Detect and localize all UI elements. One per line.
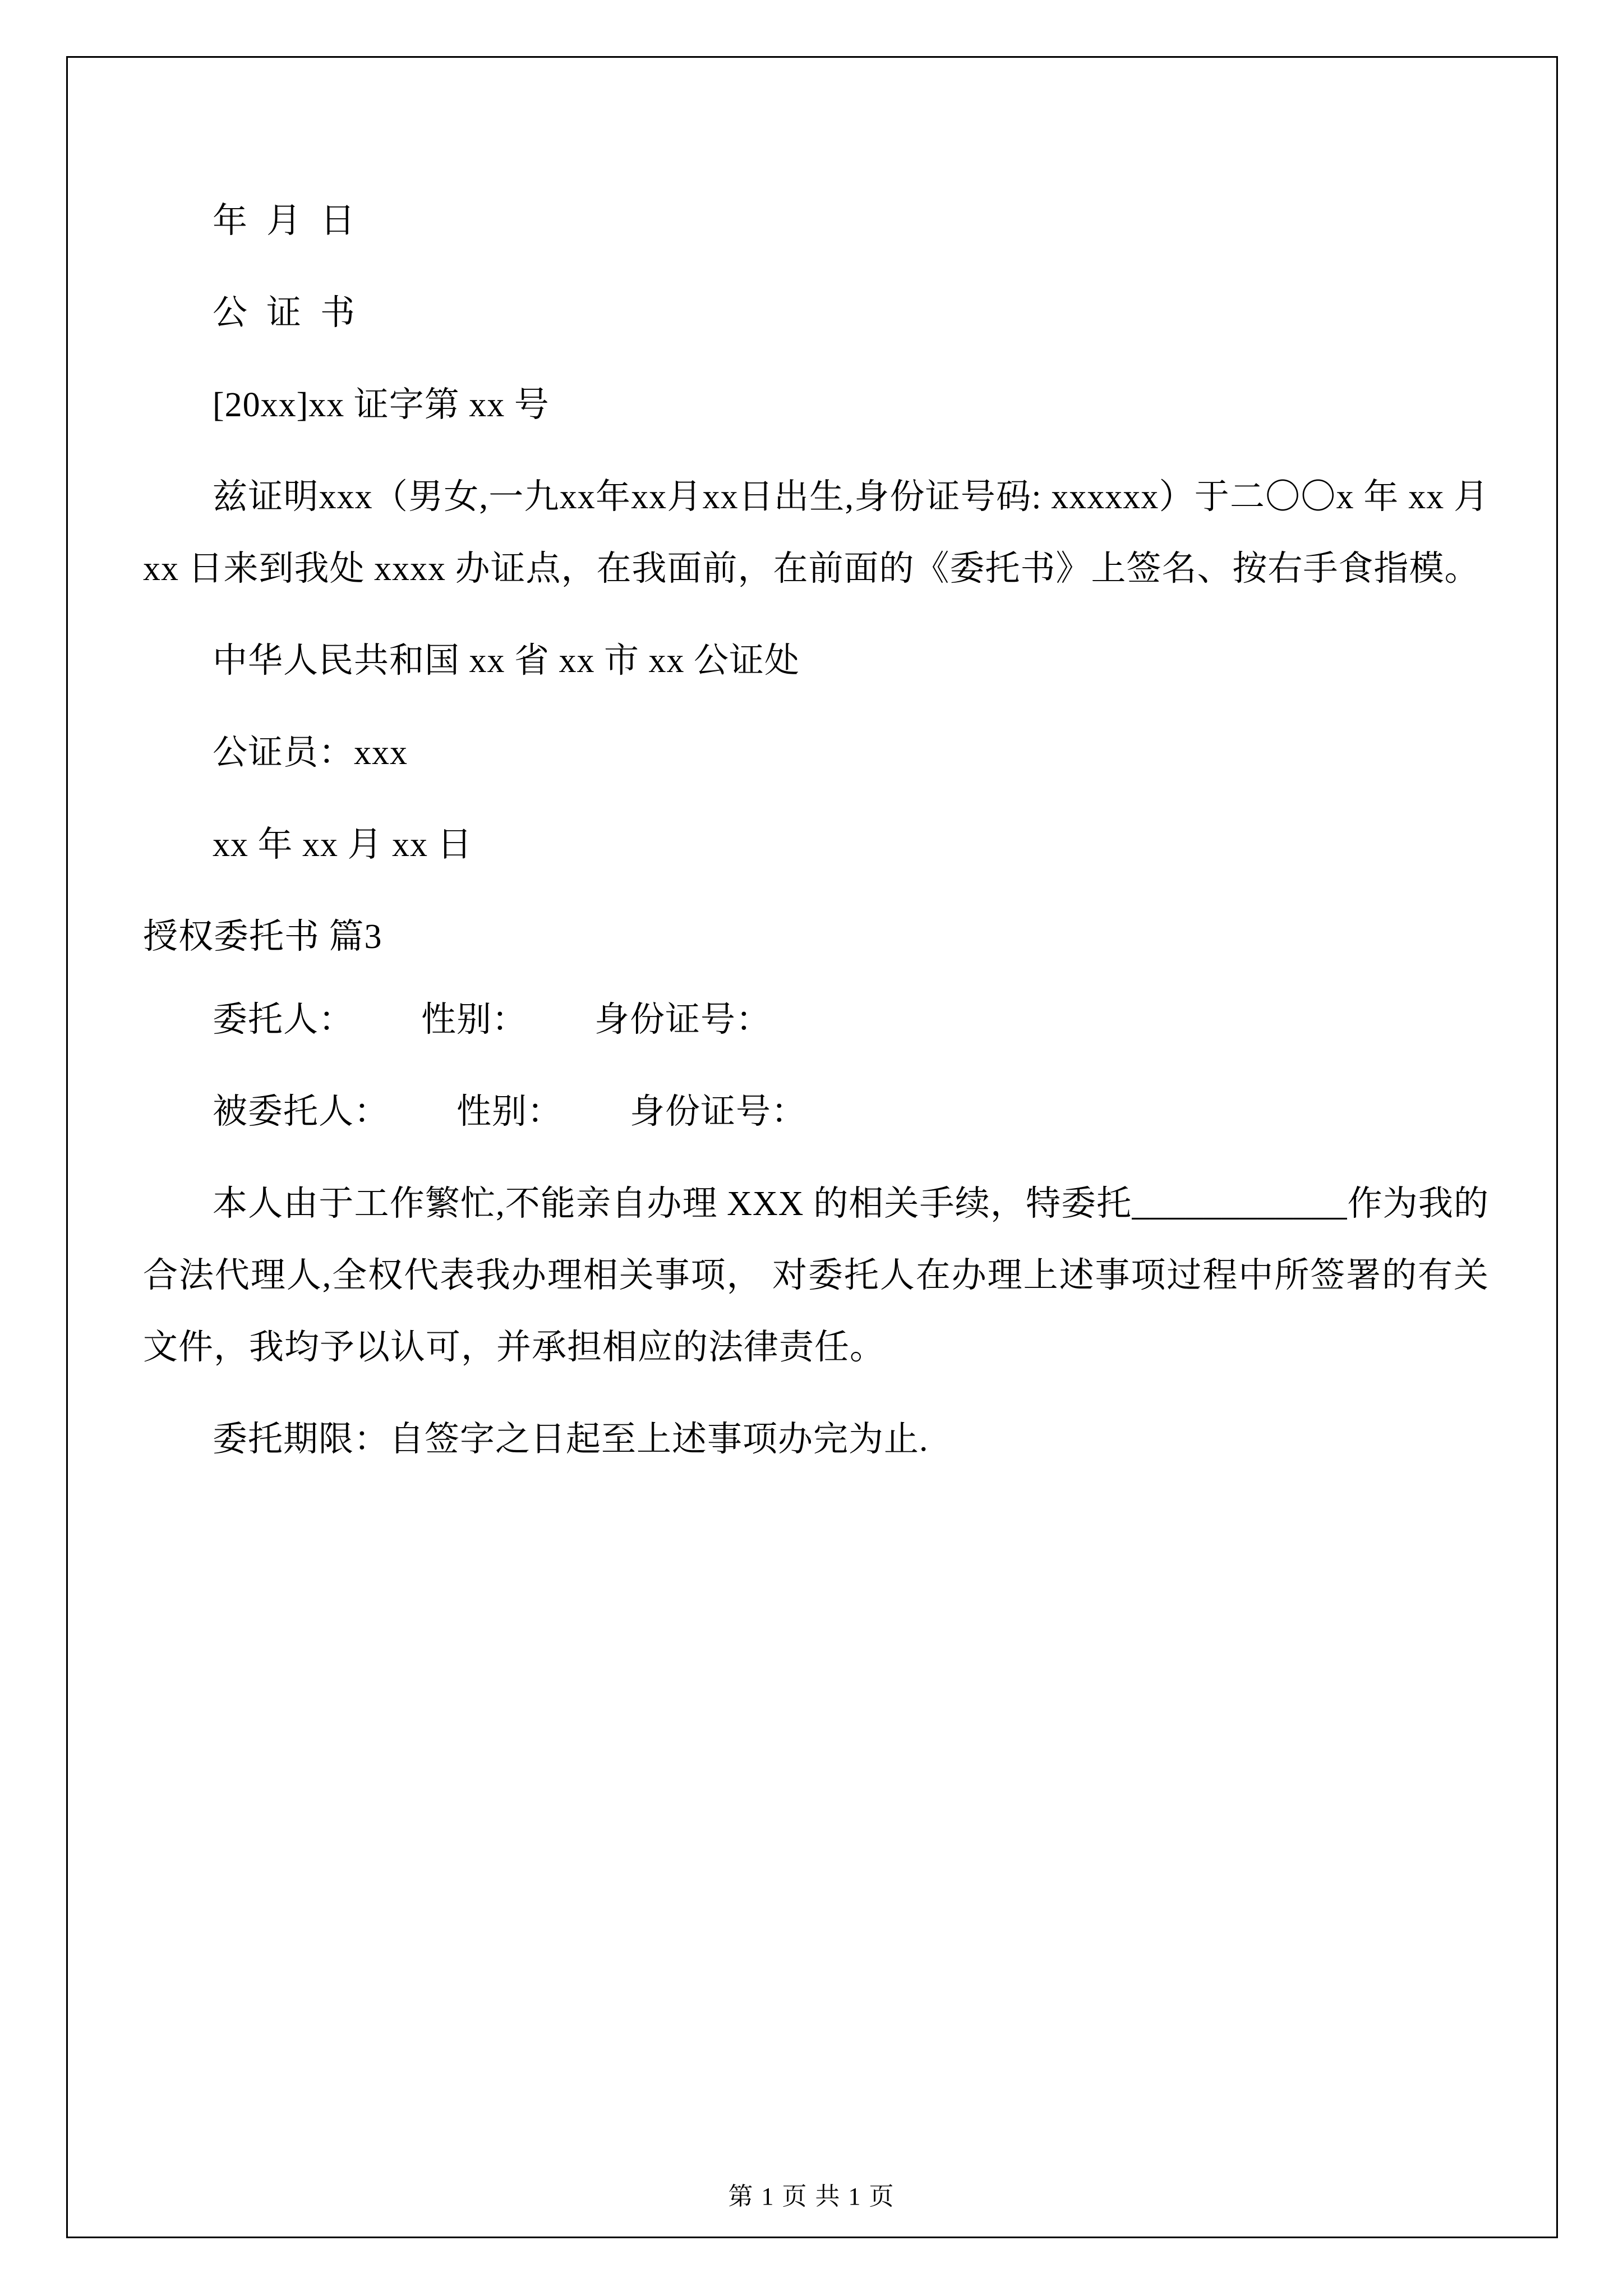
entrusted-gender-label: 性别： [457, 1093, 563, 1131]
document-content [143, 185, 1489, 1496]
date-line: 年 月 日 [213, 202, 356, 240]
entruster-label: 委托人： [213, 1001, 354, 1039]
certify-body: 兹证明xxx（男女,一九xx年xx月xx日出生,身份证号码: xxxxxx）于二〇〇x 年 xx 月 xx 日来到我处 xxxx 办证点，在我面前，在前面的《委托书》上签名、按右手食指模。 [143, 478, 1489, 588]
entruster-row [143, 984, 1489, 1056]
page-footer: 第 1 页 共 1 页 [728, 2183, 895, 2210]
section-heading: 授权委托书 篇3 [143, 918, 382, 956]
entrusted-label: 被委托人： [213, 1093, 390, 1131]
entruster-gender-label: 性别： [421, 1001, 528, 1039]
entrusted-id-label: 身份证号： [630, 1093, 807, 1131]
notary-name: 公证员：xxx [213, 734, 408, 772]
entrusted-row [143, 1076, 1489, 1148]
notary-office: 中华人民共和国 xx 省 xx 市 xx 公证处 [213, 642, 800, 680]
term-line: 委托期限：自签字之日起至上述事项办完为止. [213, 1420, 929, 1458]
entruster-id-label: 身份证号： [594, 1001, 772, 1039]
certificate-number: [20xx]xx 证字第 xx 号 [213, 386, 550, 424]
authorization-body: 本人由于工作繁忙,不能亲自办理 XXX 的相关手续，特委托____________作为我的合法代理人,全权代表我办理相关事项， 对委托人在办理上述事项过程中所签署的有关文件，我均予以认可，并承担相应的法律责任。 [143, 1185, 1489, 1366]
notary-date: xx 年 xx 月 xx 日 [213, 826, 473, 864]
notarization-title: 公 证 书 [213, 294, 356, 332]
